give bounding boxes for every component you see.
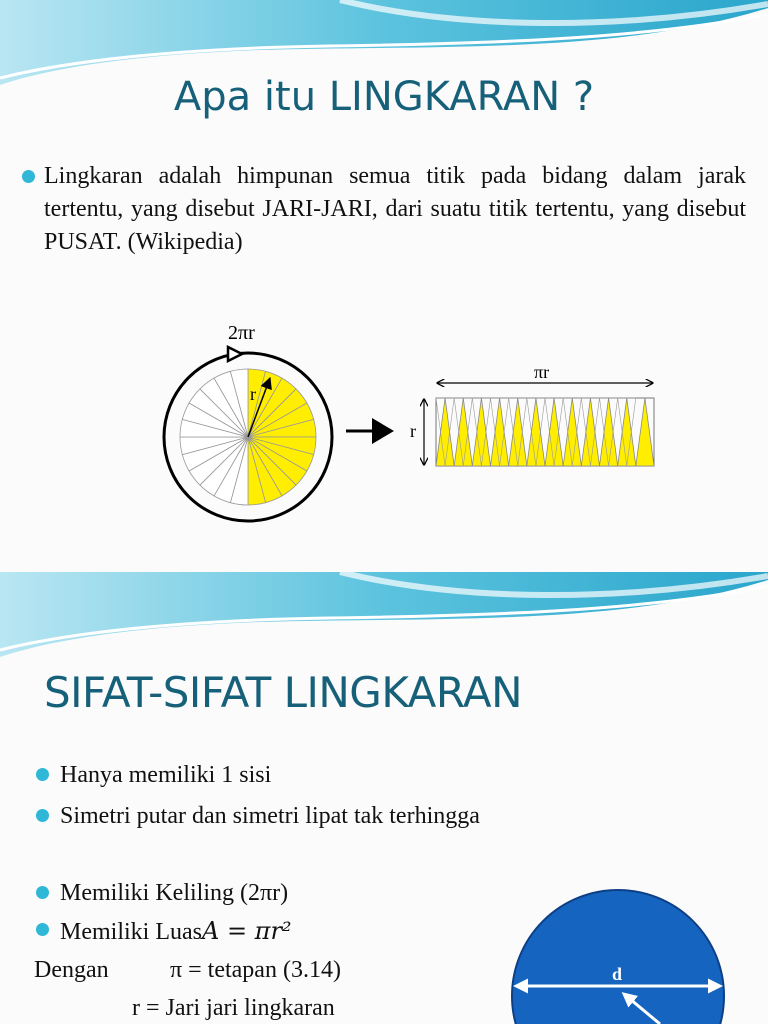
strip-triangle bbox=[509, 398, 527, 466]
list-item: Hanya memiliki 1 sisi bbox=[60, 762, 272, 788]
strip-triangles bbox=[436, 398, 654, 466]
transform-arrow-icon bbox=[372, 418, 394, 444]
list-item-label: Memiliki Luas bbox=[60, 919, 202, 945]
slide-2 bbox=[0, 572, 768, 1024]
slide-title: Apa itu LINGKARAN ? bbox=[173, 74, 595, 120]
strip-triangle bbox=[527, 398, 545, 466]
circumference-arrow-icon bbox=[228, 347, 242, 361]
strip-height-label: r bbox=[410, 421, 416, 441]
area-formula: A = πr² bbox=[201, 917, 292, 945]
strip-triangle bbox=[618, 398, 636, 466]
strip-triangle bbox=[545, 398, 563, 466]
pi-definition: π = tetapan (3.14) bbox=[170, 957, 341, 983]
blue-circle bbox=[512, 890, 724, 1024]
list-item: Memiliki Keliling (2πr) bbox=[60, 880, 289, 906]
radius-label: r bbox=[250, 384, 256, 404]
strip-triangle bbox=[563, 398, 581, 466]
strip-triangle bbox=[600, 398, 618, 466]
strip-triangle bbox=[636, 398, 654, 466]
r-definition: r = Jari jari lingkaran bbox=[132, 995, 335, 1021]
list-item: Simetri putar dan simetri lipat tak terhingga bbox=[60, 803, 480, 829]
strip-triangle bbox=[436, 398, 454, 466]
dengan-label: Dengan bbox=[34, 957, 109, 983]
diameter-diagram bbox=[0, 572, 768, 1024]
slide-title: SIFAT-SIFAT LINGKARAN bbox=[44, 668, 523, 717]
circumference-label: 2πr bbox=[228, 322, 255, 344]
strip-triangle bbox=[454, 398, 472, 466]
strip-triangle bbox=[472, 398, 490, 466]
strip-triangle bbox=[491, 398, 509, 466]
strip-length-label: πr bbox=[534, 362, 550, 382]
definition-text: Lingkaran adalah himpunan semua titik pada bidang dalam jarak tertentu, yang disebut JARI-JARI, dari suatu titik tertentu, yang disebut PUSAT. (Wikipedia) bbox=[44, 163, 746, 255]
diameter-label: d bbox=[612, 964, 623, 984]
strip-triangle bbox=[581, 398, 599, 466]
